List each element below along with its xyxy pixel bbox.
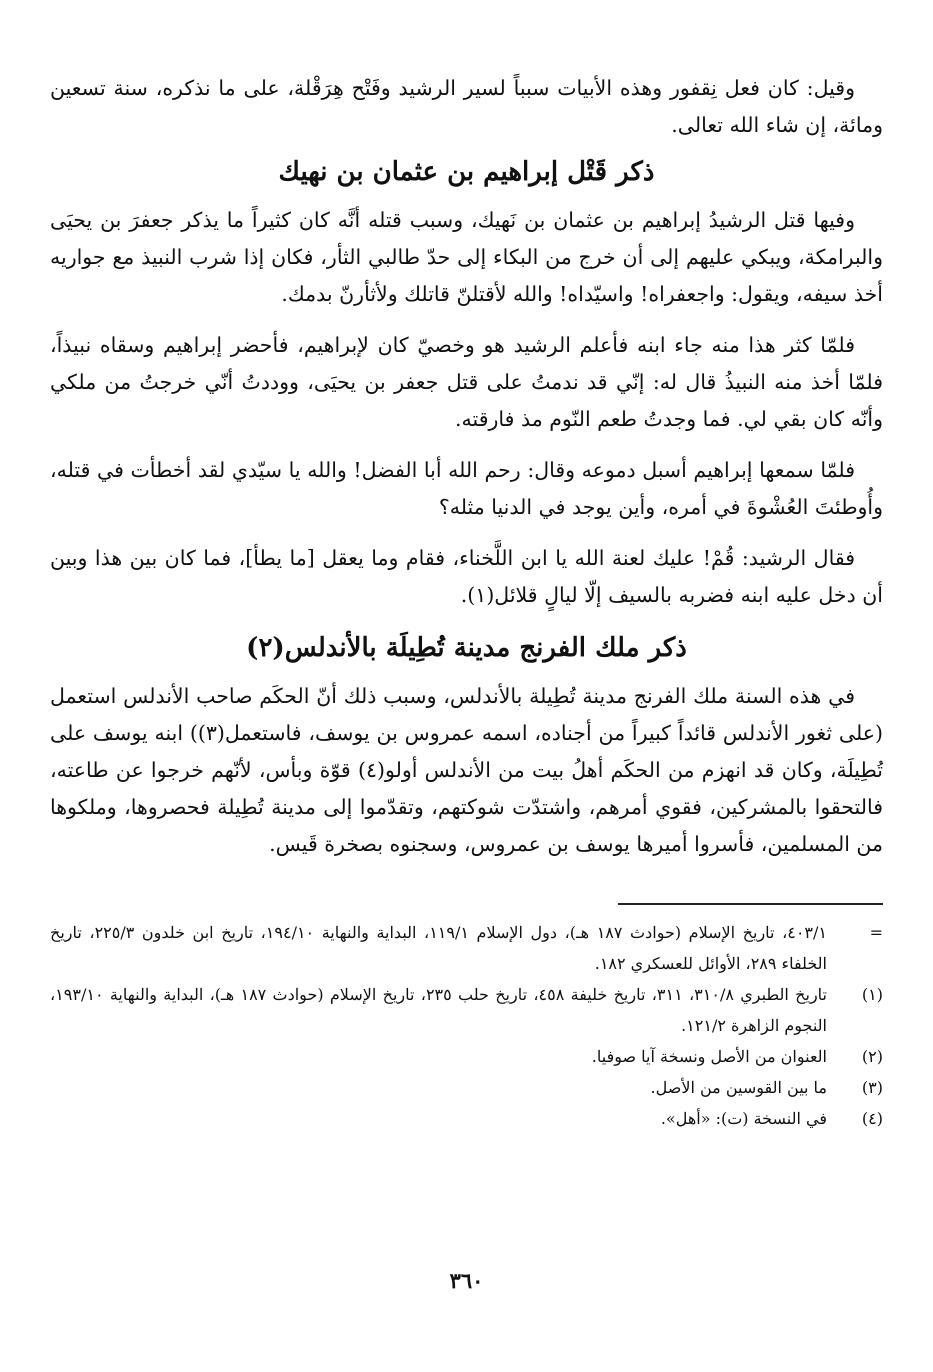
page-body [50,70,883,1134]
section-heading-ibrahim: ذكر قَتْل إبراهيم بن عثمان بن نهيك [278,157,655,187]
footnotes [50,917,883,1134]
body-paragraph: فلمّا سمعها إبراهيم أسبل دموعه وقال: رحم الله أبا الفضل! والله يا سيّدي لقد أخطأت في قتله، وأُوطئتَ العُشْوةَ في أمره، وأين يوجد في الدنيا مثله؟ [50,458,883,519]
footnote-item [50,1041,883,1072]
footnote-item [50,917,883,979]
footnote-text: تاريخ الطبري ٣١٠/٨، ٣١١، تاريخ خليفة ٤٥٨، تاريخ حلب ٢٣٥، تاريخ الإسلام (حوادث ١٨٧ هـ)، البداية والنهاية ١٩٣/١٠، النجوم الزاهرة ١٢١/٢. [50,985,828,1035]
intro-paragraph: وقيل: كان فعل نِقفور وهذه الأبيات سبباً لسير الرشيد وفَتْح هِرَقْلة، على ما نذكره، سنة تسعين ومائة، إن شاء الله تعالى. [50,76,883,137]
footnote-mark: (٣) [861,1078,883,1097]
footnote-mark: (٤) [861,1109,883,1128]
body-paragraph: فقال الرشيد: قُمْ! عليك لعنة الله يا ابن اللَّخناء، فقام وما يعقل [ما يطأ]، فما كان بين هذا وبين أن دخل عليه ابنه فضربه بالسيف إلّا ليالٍ قلائل(١). [50,546,883,607]
footnote-text: ٤٠٣/١، تاريخ الإسلام (حوادث ١٨٧ هـ)، دول الإسلام ١١٩/١، البداية والنهاية ١٩٤/١٠، تاريخ ابن خلدون ٢٢٥/٣، تاريخ الخلفاء ٢٨٩، الأوائل للعسكري ١٨٢. [50,923,827,973]
body-paragraph: في هذه السنة ملك الفرنج مدينة تُطِيلة بالأندلس، وسبب ذلك أنّ الحكَم صاحب الأندلس استعمل (على ثغور الأندلس قائداً كبيراً من أجناده، اسمه عمروس بن يوسف، فاستعمل(٣)) ابنه يوسف على تُطِيلَة، وكان قد انهزم من الحكَم أهلُ بيت من الأندلس أولو(٤) قوّة وبأس، لأنّهم خرجوا عن طاعته، فالتحقوا بالمشركين، فقوي أمرهم، واشتدّت شوكتهم، وتقدّموا إلى مدينة تُطِيلة فحصروها، وملكوها من المسلمين، فأسروا أميرها يوسف بن عمروس، وسجنوه بصخرة قَيس. [50,684,884,856]
footnote-text: العنوان من الأصل ونسخة آيا صوفيا. [591,1047,827,1066]
footnote-item [50,979,883,1041]
footnote-divider [618,903,883,905]
footnote-text: ما بين القوسين من الأصل. [650,1078,827,1097]
footnote-item [50,1103,883,1134]
footnote-mark: (٢) [861,1047,883,1066]
page-number: ٣٦٠ [449,1268,484,1293]
body-paragraph: وفيها قتل الرشيدُ إبراهيم بن عثمان بن نَهيك، وسبب قتله أنَّه كان كثيراً ما يذكر جعفرَ بن يحيَى والبرامكة، ويبكي عليهم إلى أن خرج من البكاء إلى حدّ طالبي الثأر، فكان إذا شرب النبيذ مع جواريه أخذ سيفه، ويقول: واجعفراه! واسيّداه! والله لأقتلنّ قاتلك ولأثأرنّ بدمك. [50,208,883,306]
footnote-item [50,1072,883,1103]
footnote-mark: = [869,923,883,942]
footnote-mark: (١) [861,985,883,1004]
section-heading-tudela: ذكر ملك الفرنج مدينة تُطِيلَة بالأندلس(٢) [246,633,687,663]
footnote-text: في النسخة (ت): «أهل». [660,1109,827,1128]
body-paragraph: فلمّا كثر هذا منه جاء ابنه فأعلم الرشيد هو وخصيّ كان لإبراهيم، فأحضر إبراهيم وسقاه نبيذاً، فلمّا أخذ منه النبيذُ قال له: إنّي قد ندمتُ على قتل جعفر بن يحيَى، ووددتُ أنّي خرجتُ من ملكي وأنّه كان بقي لي. فما وجدتُ طعم النّوم مذ فارقته. [50,333,883,431]
